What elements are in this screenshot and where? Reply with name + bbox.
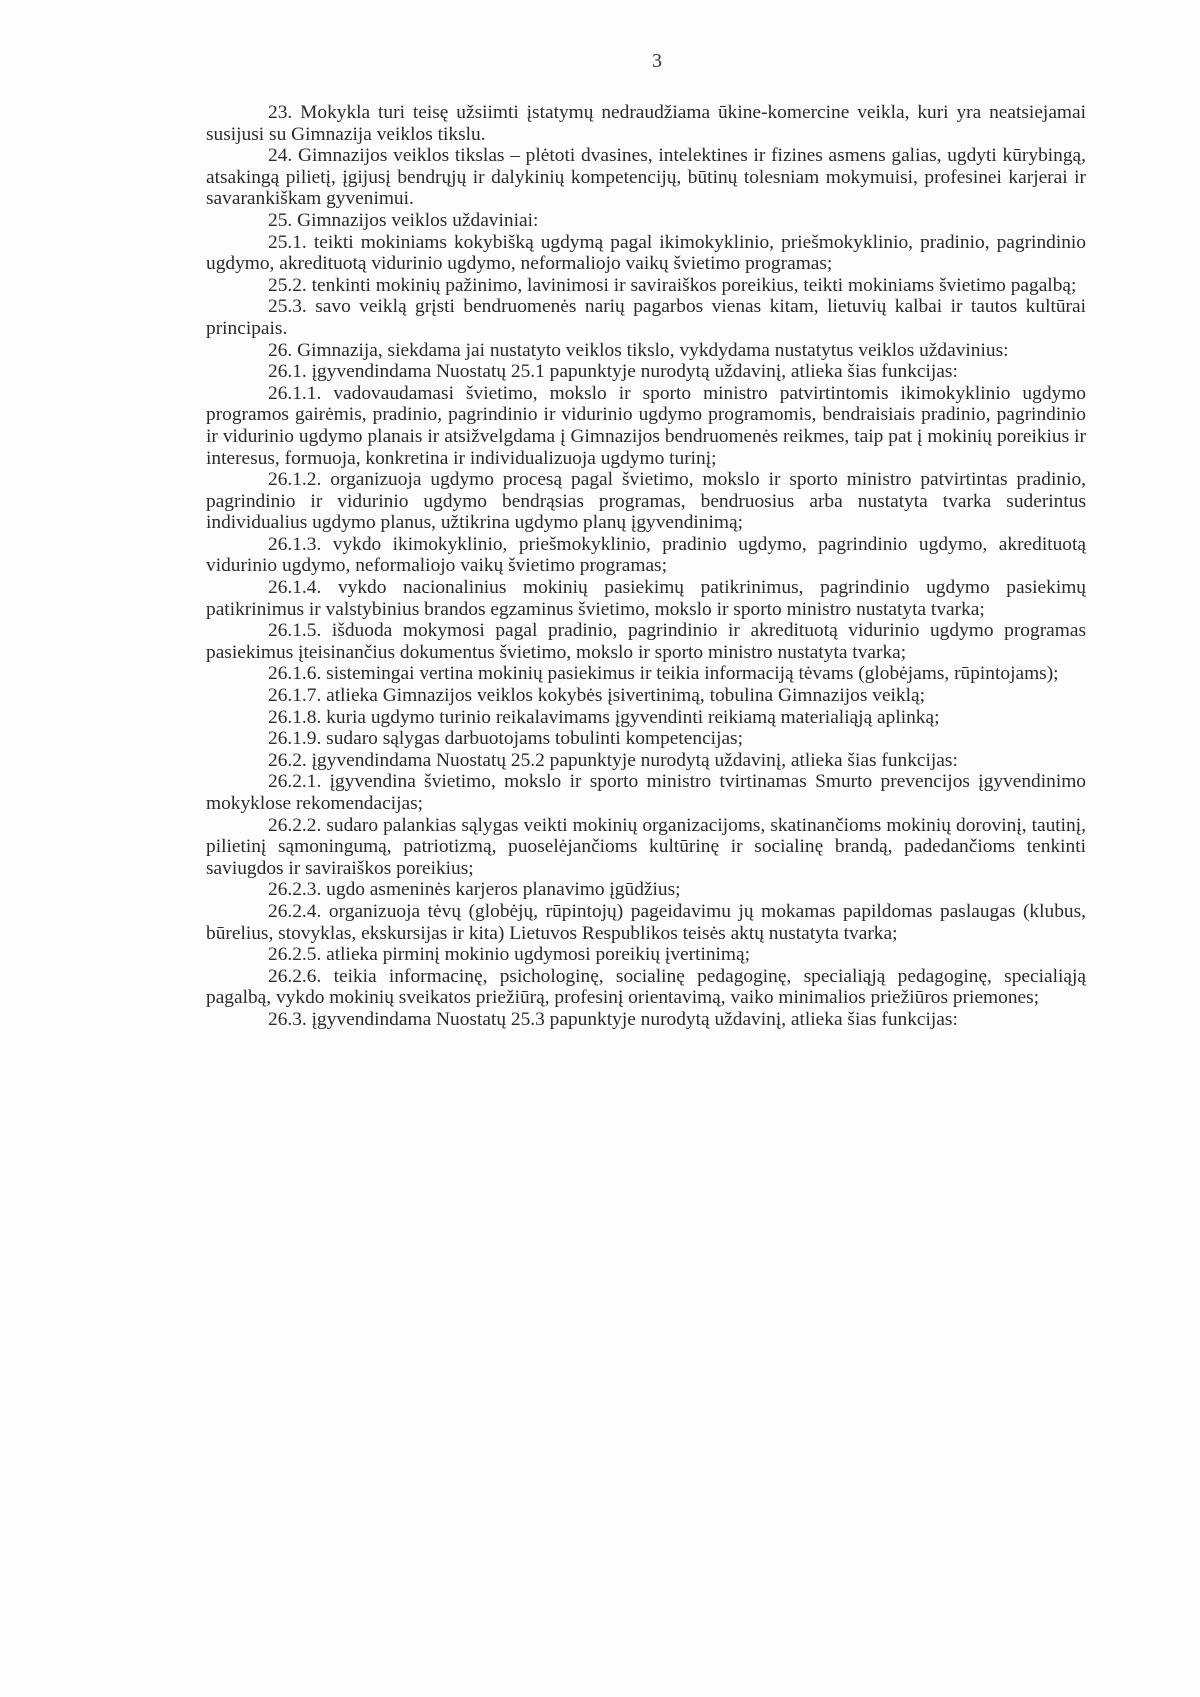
paragraph-26-2-1: 26.2.1. įgyvendina švietimo, mokslo ir sporto ministro tvirtinamas Smurto prevencijos įgyvendinimo mokyklose rekomendacijas; [206, 771, 1086, 814]
paragraph-26-1-1: 26.1.1. vadovaudamasi švietimo, mokslo ir sporto ministro patvirtintomis ikimokyklinio ugdymo programos gairėmis, pradinio, pagrindinio ir vidurinio ugdymo programomis, bendraisiais pradinio, pagrindinio ir vidurinio ugdymo planais ir atsižvelgdama į Gimnazijos bendruomenės reikmes, taip pat į mokinių poreikius ir interesus, formuoja, konkretina ir individualizuoja ugdymo turinį; [206, 382, 1086, 469]
paragraph-26-2-3: 26.2.3. ugdo asmeninės karjeros planavimo įgūdžius; [268, 879, 681, 901]
paragraph-26-1-8: 26.1.8. kuria ugdymo turinio reikalavimams įgyvendinti reikiamą materialiąją aplinką; [268, 706, 940, 728]
paragraph-26-1: 26.1. įgyvendindama Nuostatų 25.1 papunktyje nurodytą uždavinį, atlieka šias funkcijas: [268, 361, 958, 383]
paragraph-26-2: 26.2. įgyvendindama Nuostatų 25.2 papunktyje nurodytą uždavinį, atlieka šias funkcijas: [268, 749, 958, 771]
paragraph-26-1-4: 26.1.4. vykdo nacionalinius mokinių pasiekimų patikrinimus, pagrindinio ugdymo pasiekimų patikrinimus ir valstybinius brandos egzaminus švietimo, mokslo ir sporto ministro nustatyta tvarka; [206, 577, 1086, 620]
paragraph-25: 25. Gimnazijos veiklos uždaviniai: [268, 209, 539, 231]
paragraph-25-2: 25.2. tenkinti mokinių pažinimo, lavinimosi ir saviraiškos poreikius, teikti mokiniams švietimo pagalbą; [268, 274, 1077, 296]
paragraph-26-1-6: 26.1.6. sistemingai vertina mokinių pasiekimus ir teikia informaciją tėvams (globėjams, rūpintojams); [268, 663, 1059, 685]
page-number: 3 [652, 50, 662, 72]
paragraph-25-1: 25.1. teikti mokiniams kokybišką ugdymą pagal ikimokyklinio, priešmokyklinio, pradinio, pagrindinio ugdymo, akredituotą vidurinio ugdymo, neformaliojo vaikų švietimo programas; [206, 231, 1086, 275]
paragraph-26-2-2: 26.2.2. sudaro palankias sąlygas veikti mokinių organizacijoms, skatinančioms mokinių dorovinį, tautinį, pilietinį sąmoningumą, patriotizmą, puoselėjančioms kultūrinę ir socialinę brandą, padedančioms tenkinti saviugdos ir saviraiškos poreikius; [206, 814, 1086, 879]
paragraph-23: 23. Mokykla turi teisę užsiimti įstatymų nedraudžiama ūkine-komercine veikla, kuri yra neatsiejamai susijusi su Gimnazija veiklos tikslu. [206, 102, 1086, 145]
paragraph-26-1-3: 26.1.3. vykdo ikimokyklinio, priešmokyklinio, pradinio ugdymo, pagrindinio ugdymo, akredituotą vidurinio ugdymo, neformaliojo vaikų švietimo programas; [206, 533, 1086, 577]
paragraph-26-3: 26.3. įgyvendindama Nuostatų 25.3 papunktyje nurodytą uždavinį, atlieka šias funkcijas: [268, 1008, 958, 1030]
paragraph-24: 24. Gimnazijos veiklos tikslas – plėtoti dvasines, intelektines ir fizines asmens galias, ugdyti kūrybingą, atsakingą pilietį, įgijusį bendrųjų ir dalykinių kompetencijų, būtinų tolesniam mokymuisi, profesinei karjerai ir savarankiškam gyvenimui. [206, 145, 1086, 210]
paragraph-26-1-5: 26.1.5. išduoda mokymosi pagal pradinio, pagrindinio ir akredituotą vidurinio ugdymo programas pasiekimus įteisinančius dokumentus švietimo, mokslo ir sporto ministro nustatyta tvarka; [206, 620, 1086, 663]
paragraph-26-1-7: 26.1.7. atlieka Gimnazijos veiklos kokybės įsivertinimą, tobulina Gimnazijos veiklą; [268, 685, 926, 707]
paragraph-26-1-2: 26.1.2. organizuoja ugdymo procesą pagal švietimo, mokslo ir sporto ministro patvirtintas pradinio, pagrindinio ir vidurinio ugdymo bendrąsias programas, bendruosius arba nustatyta tvarka suderintus individualius ugdymo planus, užtikrina ugdymo planų įgyvendinimą; [206, 469, 1086, 534]
paragraph-26-2-6: 26.2.6. teikia informacinę, psichologinę, socialinę pedagoginę, specialiąją pedagoginę, specialiąją pagalbą, vykdo mokinių sveikatos priežiūrą, profesinį orientavimą, vaiko minimalios priežiūros priemones; [206, 965, 1086, 1009]
paragraph-26-2-4: 26.2.4. organizuoja tėvų (globėjų, rūpintojų) pageidavimu jų mokamas papildomas paslaugas (klubus, būrelius, stovyklas, ekskursijas ir kita) Lietuvos Respublikos teisės aktų nustatyta tvarka; [206, 900, 1086, 944]
paragraph-26-2-5: 26.2.5. atlieka pirminį mokinio ugdymosi poreikių įvertinimą; [268, 944, 751, 966]
document-body [206, 102, 1086, 1031]
paragraph-26: 26. Gimnazija, siekdama jai nustatyto veiklos tikslo, vykdydama nustatytus veiklos uždavinius: [268, 339, 1009, 361]
paragraph-25-3: 25.3. savo veiklą grįsti bendruomenės narių pagarbos vienas kitam, lietuvių kalbai ir tautos kultūrai principais. [206, 296, 1086, 339]
paragraph-26-1-9: 26.1.9. sudaro sąlygas darbuotojams tobulinti kompetencijas; [268, 728, 743, 750]
